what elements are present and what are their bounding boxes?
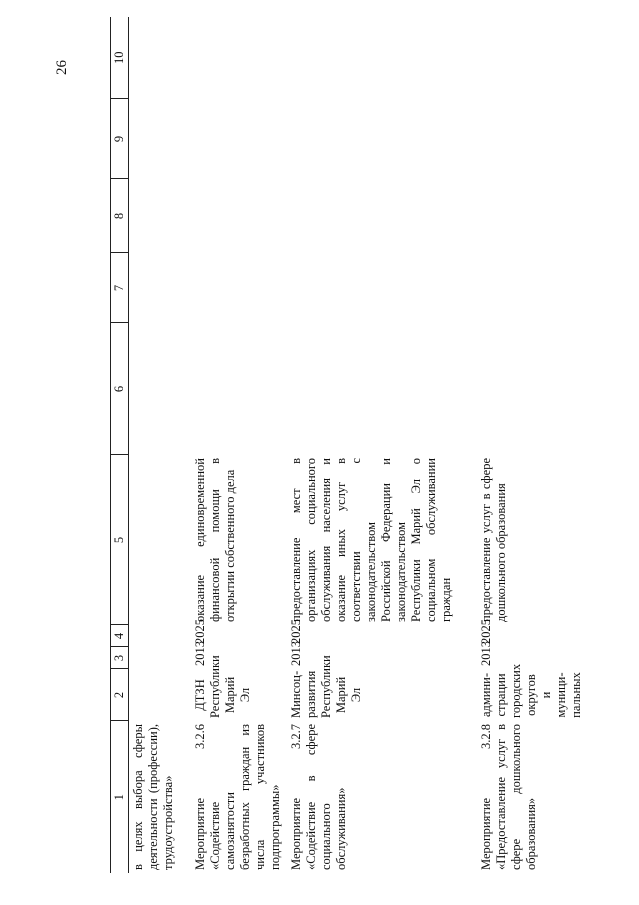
- col-header: 3: [111, 647, 129, 669]
- col-header: 1: [111, 721, 129, 873]
- end-year-cell: 2025: [288, 619, 303, 644]
- col-header: 4: [111, 625, 129, 647]
- activity-cell: в целях выбора сферы деятельности (профессии), трудоустройства»: [131, 724, 175, 870]
- activity-cell: Мероприятие 3.2.7 «Содействие в сфере социального обслуживания»: [288, 724, 348, 870]
- page-number: 26: [54, 60, 70, 75]
- col-header: 2: [111, 669, 129, 721]
- result-cell: [129, 455, 191, 625]
- executor-cell: [129, 669, 191, 721]
- start-year-cell: 2013: [478, 641, 493, 666]
- program-table: [110, 17, 586, 873]
- executor-cell: админи-страции городских округов и муници-пальных: [478, 663, 583, 718]
- executor-cell: Минсоц-развития Республики Марий Эл: [288, 655, 363, 718]
- table-row: [191, 17, 287, 873]
- end-year-cell: 2025: [192, 619, 207, 644]
- result-cell: оказание единовременной финансовой помощи в открытии собственного дела: [192, 458, 237, 622]
- col-header: 7: [111, 253, 129, 323]
- end-year-cell: [129, 625, 191, 647]
- table-row: [287, 17, 477, 873]
- start-year-cell: [129, 647, 191, 669]
- table-row: [129, 17, 191, 873]
- activity-cell: Мероприятие 3.2.8 «Предоставление услуг в сфере дошкольного образования»: [478, 724, 538, 870]
- result-cell: предоставление мест в организациях социального обслуживания населения и оказание иных услуг в соответствии с законодательством Российской Федерации и законодательством Республики Марий Эл о социальном обслуживании граждан: [288, 458, 453, 622]
- col-header: 9: [111, 99, 129, 179]
- start-year-cell: 2013: [288, 641, 303, 666]
- start-year-cell: 2013: [192, 641, 207, 666]
- end-year-cell: 2025: [478, 619, 493, 644]
- col-header: 10: [111, 17, 129, 99]
- table-row: [477, 17, 586, 873]
- result-cell: предоставление услуг в сфере дошкольного образования: [478, 458, 508, 622]
- col-header: 8: [111, 179, 129, 253]
- executor-cell: ДТЗН Республики Марий Эл: [192, 655, 252, 718]
- col-header: 6: [111, 323, 129, 455]
- header-row: [111, 17, 129, 873]
- activity-cell: Мероприятие 3.2.6 «Содействие самозанятости безработных граждан из числа участников подпрограммы»: [192, 724, 282, 870]
- col-header: 5: [111, 455, 129, 625]
